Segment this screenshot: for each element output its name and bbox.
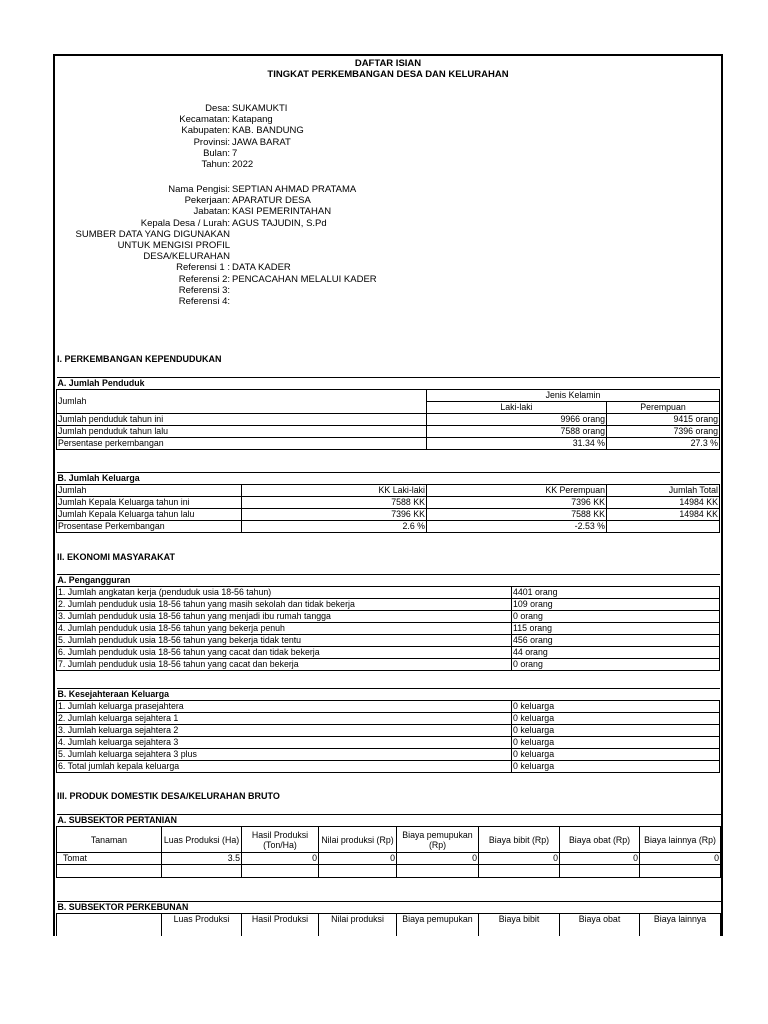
info-value: JAWA BARAT xyxy=(232,136,291,148)
row-label: Jumlah penduduk tahun lalu xyxy=(57,426,427,438)
column-header xyxy=(57,914,162,937)
cell-value: 27.3 % xyxy=(607,438,720,450)
cell-value: 7588 KK xyxy=(242,497,427,509)
cell-value: 0 xyxy=(640,853,721,865)
cell-value: 0 keluarga xyxy=(512,725,720,737)
info-row xyxy=(55,103,304,114)
cell-value: 0 keluarga xyxy=(512,749,720,761)
cell-value: 0 keluarga xyxy=(512,737,720,749)
column-header: Biaya obat xyxy=(560,914,640,937)
cell-value: 4401 orang xyxy=(512,587,720,599)
table-title: B. SUBSEKTOR PERKEBUNAN xyxy=(57,902,721,914)
column-header: Hasil Produksi (Ton/Ha) xyxy=(242,827,319,853)
info-label: Referensi 2: xyxy=(178,273,230,285)
info-row xyxy=(55,240,377,251)
cell-value: 0 xyxy=(560,853,640,865)
cell-value: 0 orang xyxy=(512,611,720,623)
info-label: Referensi 1 : xyxy=(176,262,230,274)
table-row xyxy=(57,497,720,509)
table-row xyxy=(57,521,720,533)
table-row xyxy=(57,761,720,773)
cell-value: 44 orang xyxy=(512,647,720,659)
cell-value: 14984 KK xyxy=(607,497,720,509)
column-header: Luas Produksi (Ha) xyxy=(162,827,242,853)
row-label: 1. Jumlah keluarga prasejahtera xyxy=(57,701,512,713)
section-title: II. EKONOMI MASYARAKAT xyxy=(57,552,176,562)
row-label: Jumlah Kepala Keluarga tahun ini xyxy=(57,497,242,509)
info-row xyxy=(55,218,377,229)
info-row xyxy=(55,251,377,262)
row-label: 2. Jumlah keluarga sejahtera 1 xyxy=(57,713,512,725)
cell-value: 7588 orang xyxy=(427,426,607,438)
table-row xyxy=(57,587,720,599)
table-title: A. Jumlah Penduduk xyxy=(57,378,720,390)
table-row xyxy=(57,749,720,761)
info-label: UNTUK MENGISI PROFIL xyxy=(117,240,230,252)
section-title: III. PRODUK DOMESTIK DESA/KELURAHAN BRUTO xyxy=(57,791,280,801)
info-row xyxy=(55,285,377,296)
info-label: Jabatan: xyxy=(193,206,230,218)
column-header: Biaya pemupukan xyxy=(397,914,479,937)
table-row xyxy=(57,647,720,659)
column-header: KK Laki-laki xyxy=(242,485,427,497)
row-label: Prosentase Perkembangan xyxy=(57,521,242,533)
row-label: 3. Jumlah keluarga sejahtera 2 xyxy=(57,725,512,737)
row-label: 5. Jumlah keluarga sejahtera 3 plus xyxy=(57,749,512,761)
info-value: KAB. BANDUNG xyxy=(232,125,304,137)
cell-value: 0 orang xyxy=(512,659,720,671)
filler-block xyxy=(55,184,377,307)
table-title: B. Jumlah Keluarga xyxy=(57,473,720,485)
info-row xyxy=(55,229,377,240)
info-value xyxy=(230,251,232,262)
table-row xyxy=(57,865,721,878)
info-row xyxy=(55,148,304,159)
cell-value: 7396 KK xyxy=(427,497,607,509)
info-value: 7 xyxy=(232,147,238,159)
table-title: A. SUBSEKTOR PERTANIAN xyxy=(57,815,721,827)
info-row xyxy=(55,296,377,307)
info-row xyxy=(55,206,377,217)
table-row xyxy=(57,725,720,737)
row-label: Tomat xyxy=(57,853,162,865)
info-value: SEPTIAN AHMAD PRATAMA xyxy=(232,184,357,195)
row-label: 7. Jumlah penduduk usia 18-56 tahun yang cacat dan bekerja xyxy=(57,659,512,671)
info-label: Bulan: xyxy=(203,147,230,159)
cell-value: 0 xyxy=(242,853,319,865)
row-label: Jumlah penduduk tahun ini xyxy=(57,414,427,426)
info-label: Referensi 3: xyxy=(178,284,230,296)
cell-value: 0 keluarga xyxy=(512,713,720,725)
column-header: Jumlah Total xyxy=(607,485,720,497)
info-label: Kepala Desa / Lurah: xyxy=(140,217,230,229)
column-header: Nilai produksi xyxy=(319,914,397,937)
table-row xyxy=(57,509,720,521)
doc-title-line2: TINGKAT PERKEMBANGAN DESA DAN KELURAHAN xyxy=(267,69,509,80)
column-header: Perempuan xyxy=(607,402,720,414)
cell-value: 31.34 % xyxy=(427,438,607,450)
family-table xyxy=(56,472,720,533)
table-row xyxy=(57,853,721,865)
cell-value: 9415 orang xyxy=(607,414,720,426)
table-row xyxy=(57,438,720,450)
info-row xyxy=(55,184,377,195)
column-header: Biaya bibit (Rp) xyxy=(479,827,560,853)
column-header: Laki-laki xyxy=(427,402,607,414)
column-header: Biaya bibit xyxy=(479,914,560,937)
cell-value: -2.53 % xyxy=(427,521,607,533)
column-header: Nilai produksi (Rp) xyxy=(319,827,397,853)
cell-value: 7396 orang xyxy=(607,426,720,438)
info-label: Tahun: xyxy=(201,159,230,171)
info-label: Referensi 4: xyxy=(178,296,230,308)
cell-value: 0 keluarga xyxy=(512,701,720,713)
agriculture-table xyxy=(56,814,721,878)
cell-value: 14984 KK xyxy=(607,509,720,521)
welfare-table xyxy=(56,688,720,773)
row-label: 1. Jumlah angkatan kerja (penduduk usia 18-56 tahun) xyxy=(57,587,512,599)
table-row xyxy=(57,737,720,749)
info-value xyxy=(230,229,232,240)
column-header: Biaya lainnya xyxy=(640,914,721,937)
info-label: Desa: xyxy=(205,103,230,114)
info-value xyxy=(230,285,232,296)
table-row xyxy=(57,701,720,713)
row-label: 4. Jumlah keluarga sejahtera 3 xyxy=(57,737,512,749)
row-label: Persentase perkembangan xyxy=(57,438,427,450)
column-header: Jumlah xyxy=(57,390,427,414)
row-label: 4. Jumlah penduduk usia 18-56 tahun yang bekerja penuh xyxy=(57,623,512,635)
row-label: 6. Total jumlah kepala keluarga xyxy=(57,761,512,773)
cell-value xyxy=(607,521,720,533)
info-value: APARATUR DESA xyxy=(232,195,311,207)
table-title: A. Pengangguran xyxy=(57,575,720,587)
info-value: AGUS TAJUDIN, S.Pd xyxy=(232,217,327,229)
column-header: Luas Produksi xyxy=(162,914,242,937)
cell-value: 0 keluarga xyxy=(512,761,720,773)
info-label: Nama Pengisi: xyxy=(168,184,230,195)
row-label: 5. Jumlah penduduk usia 18-56 tahun yang bekerja tidak tentu xyxy=(57,635,512,647)
table-row xyxy=(57,635,720,647)
info-value: Katapang xyxy=(232,114,273,126)
cell-value: 0 xyxy=(479,853,560,865)
info-label: DESA/KELURAHAN xyxy=(143,251,230,263)
row-label: 3. Jumlah penduduk usia 18-56 tahun yang menjadi ibu rumah tangga xyxy=(57,611,512,623)
unemployment-table xyxy=(56,574,720,671)
table-row xyxy=(57,426,720,438)
row-label: 6. Jumlah penduduk usia 18-56 tahun yang cacat dan tidak bekerja xyxy=(57,647,512,659)
info-label: Provinsi: xyxy=(193,136,230,148)
info-row xyxy=(55,262,377,273)
section-title: I. PERKEMBANGAN KEPENDUDUKAN xyxy=(57,354,222,364)
info-value: 2022 xyxy=(232,159,254,171)
column-header: Jumlah xyxy=(57,485,242,497)
info-value: KASI PEMERINTAHAN xyxy=(232,206,332,218)
column-header: Biaya pemupukan (Rp) xyxy=(397,827,479,853)
cell-value: 2.6 % xyxy=(242,521,427,533)
info-row xyxy=(55,125,304,136)
table-row xyxy=(57,611,720,623)
plantation-table xyxy=(56,901,721,936)
column-header: Hasil Produksi xyxy=(242,914,319,937)
info-label: Kecamatan: xyxy=(179,114,230,126)
table-row xyxy=(57,713,720,725)
info-row xyxy=(55,137,304,148)
cell-value: 3.5 xyxy=(162,853,242,865)
row-label: 2. Jumlah penduduk usia 18-56 tahun yang masih sekolah dan tidak bekerja xyxy=(57,599,512,611)
info-value xyxy=(230,240,232,251)
cell-value: 456 orang xyxy=(512,635,720,647)
column-header: Biaya lainnya (Rp) xyxy=(640,827,721,853)
column-header: KK Perempuan xyxy=(427,485,607,497)
info-value: PENCACAHAN MELALUI KADER xyxy=(232,273,377,285)
cell-value: 7396 KK xyxy=(242,509,427,521)
column-header: Jenis Kelamin xyxy=(427,390,720,402)
cell-value: 7588 KK xyxy=(427,509,607,521)
document-page xyxy=(53,54,723,936)
info-value xyxy=(230,296,232,307)
cell-value: 0 xyxy=(397,853,479,865)
table-title: B. Kesejahteraan Keluarga xyxy=(57,689,720,701)
info-label: SUMBER DATA YANG DIGUNAKAN xyxy=(75,228,230,240)
info-value: SUKAMUKTI xyxy=(232,103,288,114)
cell-value: 109 orang xyxy=(512,599,720,611)
column-header: Tanaman xyxy=(57,827,162,853)
table-row xyxy=(57,659,720,671)
info-label: Kabupaten: xyxy=(181,125,230,137)
population-table xyxy=(56,377,720,450)
column-header: Biaya obat (Rp) xyxy=(560,827,640,853)
cell-value: 0 xyxy=(319,853,397,865)
info-label: Pekerjaan: xyxy=(184,195,230,207)
info-row xyxy=(55,195,377,206)
cell-value: 115 orang xyxy=(512,623,720,635)
info-row xyxy=(55,159,304,170)
info-row xyxy=(55,114,304,125)
table-row xyxy=(57,599,720,611)
row-label: Jumlah Kepala Keluarga tahun lalu xyxy=(57,509,242,521)
table-row xyxy=(57,623,720,635)
info-value: DATA KADER xyxy=(232,262,291,274)
info-row xyxy=(55,274,377,285)
cell-value: 9966 orang xyxy=(427,414,607,426)
location-block xyxy=(55,103,304,170)
table-row xyxy=(57,414,720,426)
doc-title-line1: DAFTAR ISIAN xyxy=(354,58,422,69)
